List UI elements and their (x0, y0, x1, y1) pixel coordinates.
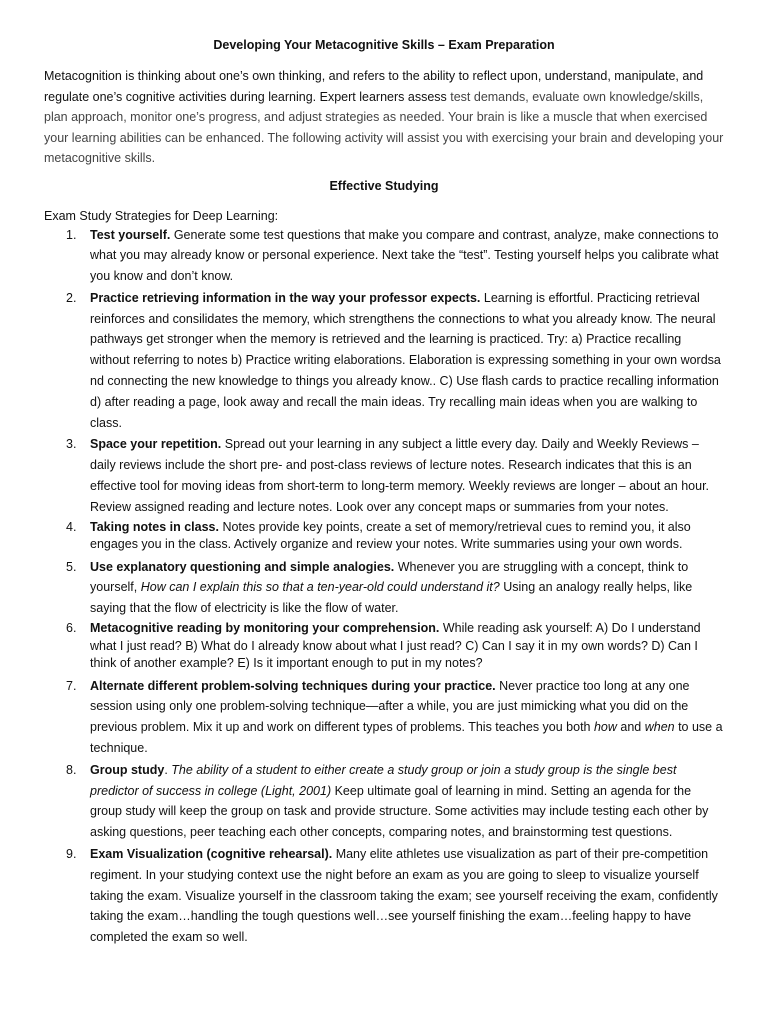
item-italic-text: How can I explain this so that a ten-year-old could understand it? (140, 580, 500, 595)
item-text-continued: Keep ultimate goal of learning in mind. Setting an agenda for the group study will keep the group on task and provide structure. Some activities may include testing each other by asking questions, peer teaching each other concepts, comparing notes, and brainstorming test questions. (90, 783, 709, 840)
item-heading: Alternate different problem-solving techniques during your practice. (90, 678, 496, 693)
item-text: Notes provide key points, create a set of memory/retrieval cues to remind you, it also engages you in the class. Actively organize and review your notes. Write summaries using your own words. (90, 519, 691, 552)
item-heading: Taking notes in class. (90, 519, 219, 534)
item-text: . (164, 762, 172, 777)
item-text: Spread out your learning in any subject a little every day. Daily and Weekly Reviews – daily reviews include the short pre- and post-class reviews of lecture notes. Research indicates that this is an effective tool for moving ideas from short-term to long-term memory. Weekly reviews are longer – about an hour. Review assigned reading and lecture notes. Look over any concept maps or summaries from your notes. (90, 437, 710, 514)
item-number: 1. (66, 227, 77, 242)
item-number: 7. (66, 678, 77, 693)
list-item-explanatory-questioning (44, 557, 724, 619)
item-italic-how: how (593, 720, 617, 735)
item-italic-text: The ability of a student to either create a study group or join a study group is the single best predictor of success in college (Light, 2001) (90, 762, 677, 798)
list-heading: Exam Study Strategies for Deep Learning: (44, 208, 279, 223)
item-text: Learning is effortful. Practicing retrieval reinforces and consilidates the memory, which strengthens the connections to what you already know. The neural pathways get stronger when the memory is retrieved and the learning is practiced. Try: a) Practice recalling without referring to notes b) Practice writing elaborations. Elaboration is expressing something in your own wordsa nd connecting the new knowledge to things you already know.. C) Use flash cards to practice recalling information d) after reading a page, look away and recall the main ideas. Try recalling main ideas when you are walking to class. (90, 290, 721, 430)
item-number: 8. (66, 762, 77, 777)
item-text-and: and (616, 720, 645, 735)
item-heading: Group study (90, 762, 165, 777)
document-title: Developing Your Metacognitive Skills – Exam Preparation (213, 38, 555, 52)
item-text: Many elite athletes use visualization as part of their pre-competition regiment. In your studying context use the night before an exam as you are going to sleep to visualize yourself taking the exam. Visualize yourself in the classroom taking the exam; see yourself receiving the exam, confidently taking the exam…handling the tough questions well…see yourself finishing the exam…feeling happy to have completed the exam so well. (90, 846, 718, 945)
item-text: Never practice too long at any one session using only one problem-solving technique—after a while, you are just mimicking what you did on the previous problem. Mix it up and work on different types of problems. This teaches you both (90, 678, 690, 735)
intro-text-continued: test demands, evaluate own knowledge/skills, plan approach, monitor one’s progress, and adjust strategies as needed. Your brain is like a muscle that when exercised your learning abilities can be enhanced. The following activity will assist you with exercising your brain and developing your metacognitive skills. (44, 89, 724, 165)
item-number: 9. (66, 846, 77, 861)
item-heading: Space your repetition. (90, 437, 222, 452)
item-text-continued: Using an analogy really helps, like saying that the flow of electricity is like the flow of water. (90, 580, 693, 616)
intro-text: Metacognition is thinking about one’s own thinking, and refers to the ability to reflect upon, understand, manipulate, and regulate one’s cognitive activities during learning. Expert learners assess (44, 69, 704, 104)
item-text: While reading ask yourself: A) Do I understand what I just read? B) What do I already know about what I just read? C) Can I say it in my own words? D) Can I think of another example? E) Is it important enough to put in my notes? (90, 621, 701, 671)
intro-paragraph (44, 66, 724, 169)
item-heading: Test yourself. (90, 227, 171, 242)
list-item-practice-retrieving (44, 288, 724, 434)
list-item-alternate-techniques (44, 676, 724, 759)
item-text: Generate some test questions that make you compare and contrast, analyze, make connections to what you may already know or personal experience. Next take the “test”. Testing yourself helps you calibrate what you know and don’t know. (90, 227, 719, 284)
item-text-end: to use a technique. (90, 720, 723, 755)
item-heading: Metacognitive reading by monitoring your comprehension. (90, 621, 440, 636)
item-text: Whenever you are struggling with a concept, think to yourself, (90, 559, 689, 595)
strategy-list (44, 225, 724, 948)
item-heading: Exam Visualization (cognitive rehearsal). (90, 846, 333, 861)
list-item-group-study (44, 760, 724, 843)
item-italic-when: when (644, 720, 675, 735)
item-number: 3. (66, 437, 77, 452)
list-item-metacognitive-reading (44, 620, 724, 673)
item-number: 5. (66, 559, 77, 574)
section-heading: Effective Studying (329, 178, 439, 193)
list-item-exam-visualization (44, 844, 724, 948)
item-number: 4. (66, 519, 77, 534)
list-item-taking-notes (44, 519, 724, 554)
list-item-test-yourself (44, 225, 724, 287)
item-heading: Practice retrieving information in the way your professor expects. (90, 290, 481, 305)
item-number: 2. (66, 290, 77, 305)
item-number: 6. (66, 621, 77, 636)
list-item-space-repetition (44, 434, 724, 517)
item-heading: Use explanatory questioning and simple analogies. (90, 559, 395, 574)
